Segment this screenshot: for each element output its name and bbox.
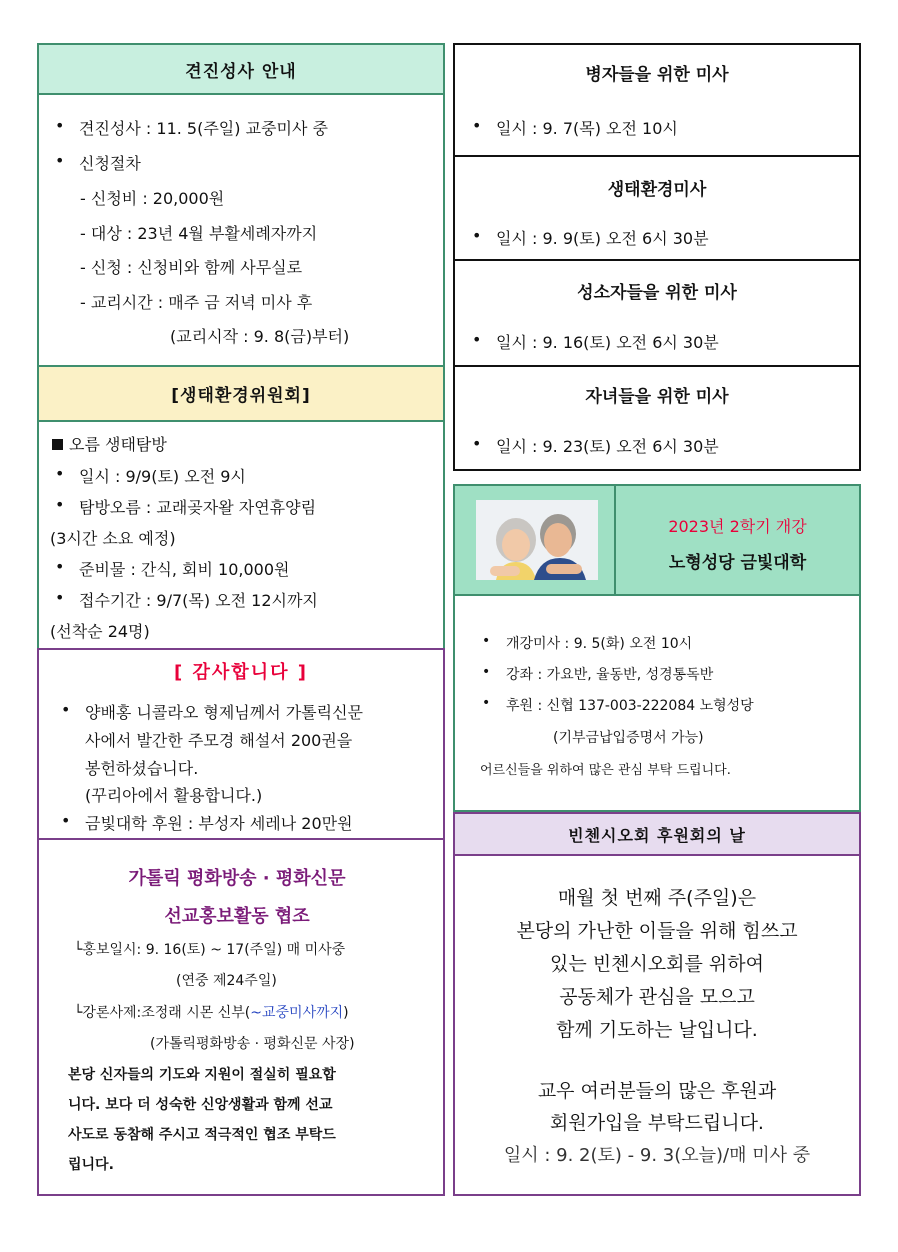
mass-ecology-info: • 일시 : 9. 9(토) 오전 6시 30분 bbox=[496, 226, 709, 249]
thanks-line-4: (꾸리아에서 활용합니다.) bbox=[85, 786, 263, 805]
confirmation-class-start: (교리시작 : 9. 8(금)부터) bbox=[170, 327, 350, 346]
peace-promo-date: └홍보일시: 9. 16(토) ~ 17(주일) 매 미사중 bbox=[74, 942, 346, 958]
vincent-line-7: 회원가입을 부탁드립니다. bbox=[550, 1112, 764, 1134]
ecology-date: • 일시 : 9/9(토) 오전 9시 bbox=[79, 464, 246, 487]
vincent-line-1: 매월 첫 번째 주(주일)은 bbox=[557, 887, 757, 909]
ecology-place: • 탐방오름 : 교래곶자왈 자연휴양림 bbox=[79, 495, 316, 518]
peace-body-1: 본당 신자들의 기도와 지원이 절실히 필요합 bbox=[68, 1067, 336, 1083]
confirmation-procedure: • 신청절차 bbox=[79, 151, 141, 174]
ecology-heading bbox=[52, 432, 167, 455]
peace-preacher-until: ~교중미사까지 bbox=[250, 1005, 344, 1021]
peace-preacher bbox=[74, 1002, 349, 1022]
confirmation-target: - 대상 : 23년 4월 부활세례자까지 bbox=[80, 224, 318, 243]
thanks-title: [ 감사합니다 ] bbox=[174, 662, 308, 683]
peace-body-4: 립니다. bbox=[68, 1157, 114, 1173]
mass-sick-title: 병자들을 위한 미사 bbox=[585, 65, 729, 85]
ecology-duration: (3시간 소요 예정) bbox=[50, 529, 176, 548]
peace-body-2: 니다. 보다 더 성숙한 신앙생활과 함께 선교 bbox=[68, 1097, 333, 1113]
peace-preacher-text: └강론사제:조정래 시몬 신부( bbox=[74, 1005, 251, 1021]
ecology-capacity: (선착순 24명) bbox=[50, 622, 150, 641]
university-title-1: 2023년 2학기 개강 bbox=[668, 517, 807, 536]
confirmation-date: • 견진성사 : 11. 5(주일) 교중미사 중 bbox=[79, 116, 328, 139]
confirmation-title: 견진성사 안내 bbox=[37, 43, 445, 95]
vincent-line-5: 함께 기도하는 날입니다. bbox=[556, 1019, 758, 1041]
university-header-divider bbox=[614, 484, 616, 596]
vincent-line-4: 공동체가 관심을 모으고 bbox=[559, 986, 755, 1008]
mass-divider-3 bbox=[453, 365, 861, 367]
ecology-supplies: • 준비물 : 간식, 회비 10,000원 bbox=[79, 557, 289, 580]
elderly-couple-photo bbox=[476, 500, 598, 580]
peace-broadcast-title-2: 선교홍보활동 협조 bbox=[164, 906, 310, 927]
mass-vocation-info: • 일시 : 9. 16(토) 오전 6시 30분 bbox=[496, 330, 719, 353]
ecology-deadline: • 접수기간 : 9/7(목) 오전 12시까지 bbox=[79, 588, 318, 611]
ecology-title: [생태환경위원회] bbox=[37, 365, 445, 422]
elderly-couple-image bbox=[476, 500, 598, 580]
vincent-line-6: 교우 여러분들의 많은 후원과 bbox=[537, 1080, 777, 1102]
university-request: 어르신들을 위하여 많은 관심 부탁 드립니다. bbox=[480, 763, 731, 778]
thanks-line-2: 사에서 발간한 주모경 해설서 200권을 bbox=[85, 731, 353, 750]
mass-children-title: 자녀들을 위한 미사 bbox=[585, 387, 729, 407]
ecology-heading-text: 오름 생태탐방 bbox=[69, 435, 167, 454]
university-opening-mass: • 개강미사 : 9. 5(화) 오전 10시 bbox=[506, 633, 692, 653]
mass-vocation-title: 성소자들을 위한 미사 bbox=[577, 283, 737, 303]
mass-children-info: • 일시 : 9. 23(토) 오전 6시 30분 bbox=[496, 434, 719, 457]
vincent-line-3: 있는 빈첸시오회를 위하여 bbox=[550, 953, 764, 975]
university-receipt: (기부금납입증명서 가능) bbox=[553, 730, 704, 746]
mass-ecology-title: 생태환경미사 bbox=[607, 180, 707, 200]
mass-divider-2 bbox=[453, 259, 861, 261]
thanks-line-5: • 금빛대학 후원 : 부성자 세레나 20만원 bbox=[85, 811, 353, 834]
thanks-line-3: 봉헌하셨습니다. bbox=[85, 759, 199, 778]
thanks-line-1: • 양배홍 니콜라오 형제님께서 가톨릭신문 bbox=[85, 700, 363, 723]
confirmation-apply: - 신청 : 신청비와 함께 사무실로 bbox=[80, 258, 303, 277]
peace-promo-sunday: (연중 제24주일) bbox=[176, 973, 277, 989]
peace-preacher-close: ) bbox=[343, 1005, 349, 1021]
confirmation-fee: - 신청비 : 20,000원 bbox=[80, 189, 225, 208]
square-bullet-icon bbox=[52, 439, 63, 450]
peace-broadcast-title-1: 가톨릭 평화방송 · 평화신문 bbox=[128, 868, 346, 889]
confirmation-class-time: - 교리시간 : 매주 금 저녁 미사 후 bbox=[80, 293, 313, 312]
mass-divider-1 bbox=[453, 155, 861, 157]
peace-body-3: 사도로 동참해 주시고 적극적인 협조 부탁드 bbox=[68, 1127, 336, 1143]
mass-sick-info: • 일시 : 9. 7(목) 오전 10시 bbox=[496, 116, 678, 139]
vincent-title: 빈첸시오회 후원회의 날 bbox=[453, 812, 861, 856]
vincent-date: 일시 : 9. 2(토) - 9. 3(오늘)/매 미사 중 bbox=[503, 1145, 811, 1166]
peace-preacher-role: (가톨릭평화방송 · 평화신문 사장) bbox=[150, 1036, 355, 1052]
university-courses: • 강좌 : 가요반, 율동반, 성경통독반 bbox=[506, 664, 713, 684]
vincent-line-2: 본당의 가난한 이들을 위해 힘쓰고 bbox=[516, 920, 798, 942]
university-title-2: 노형성당 금빛대학 bbox=[668, 553, 807, 573]
university-sponsor: • 후원 : 신협 137-003-222084 노형성당 bbox=[506, 695, 754, 715]
